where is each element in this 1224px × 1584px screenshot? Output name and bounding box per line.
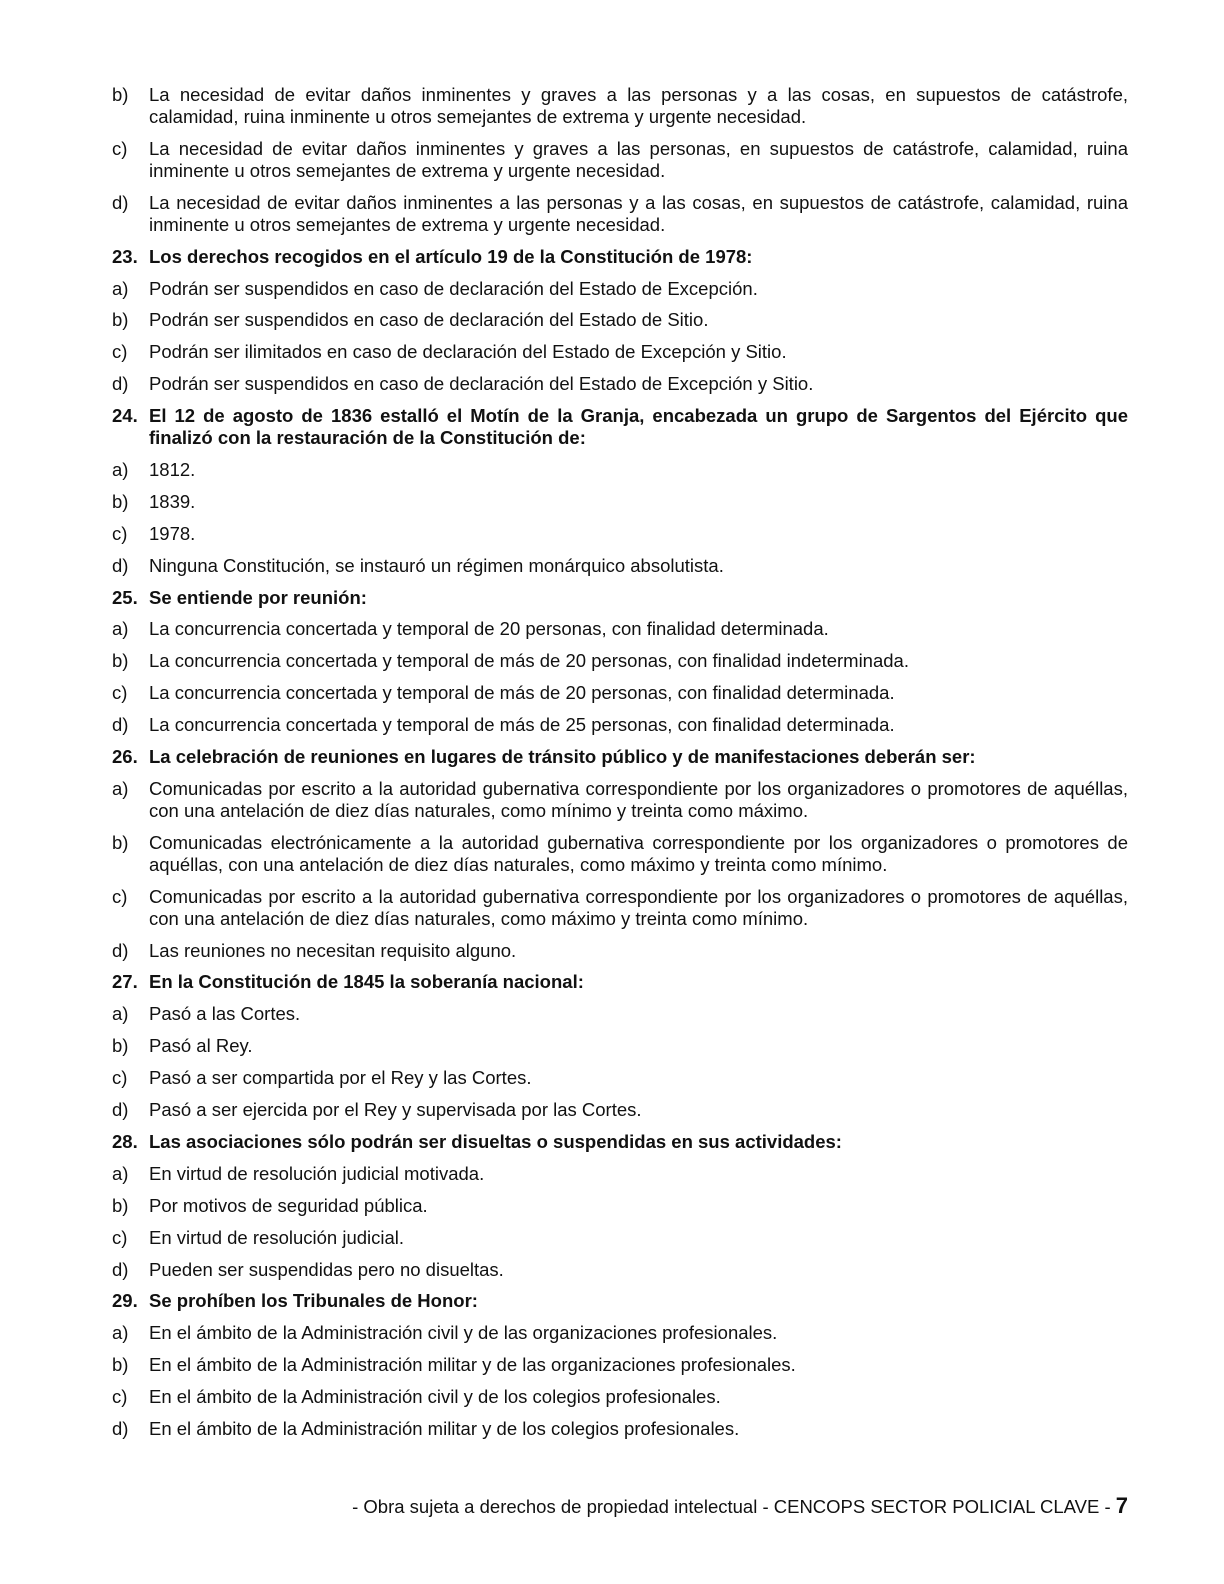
option-letter: c) (112, 341, 128, 363)
question-number: 24. (112, 405, 138, 427)
option-text: Podrán ser suspendidos en caso de declaración del Estado de Excepción y Sitio. (149, 373, 814, 395)
option-text: Pasó a las Cortes. (149, 1003, 301, 1025)
question-text: Las asociaciones sólo podrán ser disueltas o suspendidas en sus actividades: (149, 1130, 842, 1152)
option-text: La concurrencia concertada y temporal de más de 20 personas, con finalidad determinada. (149, 682, 895, 704)
option-letter: c) (112, 522, 128, 544)
option-text: La concurrencia concertada y temporal de más de 20 personas, con finalidad indeterminada. (149, 650, 909, 672)
answer-option (112, 1099, 1128, 1121)
answer-option (112, 1067, 1128, 1089)
option-letter: b) (112, 831, 129, 853)
answer-option (112, 1259, 1128, 1281)
question-number: 29. (112, 1290, 138, 1312)
option-letter: b) (112, 84, 129, 105)
option-text: Ninguna Constitución, se instauró un régimen monárquico absolutista. (149, 554, 724, 576)
option-text: La necesidad de evitar daños inminentes y graves a las personas y a las cosas, en supuestos de catástrofe, calamidad, ruina inminente u otros semejantes de extrema y urgente necesidad. (149, 84, 1128, 127)
option-letter: d) (112, 373, 129, 395)
option-text: Comunicadas por escrito a la autoridad gubernativa correspondiente por los organizadores o promotores de aquéllas, con una antelación de diez días naturales, como mínimo y treinta como máximo. (149, 777, 1128, 821)
footer-text: - Obra sujeta a derechos de propiedad intelectual - CENCOPS SECTOR POLICIAL CLAVE - (352, 1496, 1116, 1517)
option-text: Podrán ser suspendidos en caso de declaración del Estado de Sitio. (149, 309, 709, 331)
option-letter: a) (112, 777, 129, 799)
option-letter: a) (112, 618, 129, 640)
question-item (112, 587, 1128, 609)
option-letter: a) (112, 1322, 129, 1344)
option-letter: d) (112, 939, 129, 961)
option-letter: b) (112, 490, 129, 512)
question-number: 27. (112, 971, 138, 993)
option-letter: d) (112, 1258, 129, 1280)
option-text: En virtud de resolución judicial. (149, 1226, 405, 1248)
question-number: 23. (112, 245, 138, 267)
option-text: Podrán ser suspendidos en caso de declaración del Estado de Excepción. (149, 277, 758, 299)
option-text: Pasó a ser ejercida por el Rey y supervisada por las Cortes. (149, 1099, 642, 1121)
answer-option (112, 682, 1128, 704)
answer-option (112, 523, 1128, 545)
question-text: Se entiende por reunión: (149, 586, 367, 608)
question-text: La celebración de reuniones en lugares de tránsito público y de manifestaciones deberán ser: (149, 746, 976, 768)
answer-option (112, 278, 1128, 300)
option-letter: a) (112, 1003, 129, 1025)
question-text: El 12 de agosto de 1836 estalló el Motín de la Granja, encabezada un grupo de Sargentos del Ejército que finalizó con la restauración de la Constitución de: (149, 405, 1128, 449)
question-item (112, 746, 1128, 768)
answer-option (112, 555, 1128, 577)
answer-option (112, 1163, 1128, 1185)
answer-option (112, 373, 1128, 395)
option-letter: b) (112, 650, 129, 672)
option-letter: a) (112, 277, 129, 299)
option-text: La necesidad de evitar daños inminentes y graves a las personas, en supuestos de catástrofe, calamidad, ruina inminente u otros semejantes de extrema y urgente necesidad. (149, 137, 1128, 181)
question-item (112, 971, 1128, 993)
question-item (112, 1290, 1128, 1312)
answer-option (112, 1386, 1128, 1408)
answer-option (112, 138, 1128, 182)
option-letter: c) (112, 885, 128, 907)
answer-option (112, 940, 1128, 962)
answer-option (112, 459, 1128, 481)
option-text: Pueden ser suspendidas pero no disueltas. (149, 1258, 504, 1280)
option-letter: d) (112, 714, 129, 736)
answer-option (112, 650, 1128, 672)
option-letter: b) (112, 1354, 129, 1376)
option-letter: a) (112, 459, 129, 481)
answer-option (112, 341, 1128, 363)
option-text: Pasó a ser compartida por el Rey y las Cortes. (149, 1067, 532, 1089)
answer-option (112, 778, 1128, 822)
option-letter: b) (112, 1035, 129, 1057)
answer-option (112, 832, 1128, 876)
answer-option (112, 1003, 1128, 1025)
option-text: En el ámbito de la Administración militar y de los colegios profesionales. (149, 1417, 740, 1439)
option-letter: d) (112, 1099, 129, 1121)
option-text: La concurrencia concertada y temporal de más de 25 personas, con finalidad determinada. (149, 714, 895, 736)
option-letter: c) (112, 682, 128, 704)
option-text: Comunicadas por escrito a la autoridad gubernativa correspondiente por los organizadores o promotores de aquéllas, con una antelación de diez días naturales, como máximo y treinta como mínimo. (149, 885, 1128, 929)
option-text: Las reuniones no necesitan requisito alguno. (149, 939, 517, 961)
option-text: En el ámbito de la Administración civil y de las organizaciones profesionales. (149, 1322, 778, 1344)
option-letter: c) (112, 1226, 128, 1248)
answer-option (112, 618, 1128, 640)
option-text: En virtud de resolución judicial motivada. (149, 1162, 485, 1184)
option-letter: c) (112, 137, 128, 159)
answer-option (112, 886, 1128, 930)
question-list (112, 84, 1128, 1450)
answer-option (112, 1322, 1128, 1344)
page-number: 7 (1115, 1493, 1128, 1518)
question-item (112, 246, 1128, 268)
option-letter: d) (112, 191, 129, 213)
option-text: En el ámbito de la Administración militar y de las organizaciones profesionales. (149, 1354, 796, 1376)
answer-option (112, 1195, 1128, 1217)
answer-option (112, 714, 1128, 736)
option-text: Pasó al Rey. (149, 1035, 253, 1057)
option-letter: c) (112, 1386, 128, 1408)
answer-option (112, 309, 1128, 331)
page-footer (352, 1493, 1128, 1520)
option-letter: c) (112, 1067, 128, 1089)
option-text: En el ámbito de la Administración civil y de los colegios profesionales. (149, 1386, 721, 1408)
question-text: En la Constitución de 1845 la soberanía nacional: (149, 971, 584, 993)
answer-option (112, 84, 1128, 128)
option-text: Por motivos de seguridad pública. (149, 1194, 428, 1216)
option-letter: b) (112, 309, 129, 331)
option-letter: a) (112, 1162, 129, 1184)
option-text: Podrán ser ilimitados en caso de declaración del Estado de Excepción y Sitio. (149, 341, 787, 363)
question-number: 28. (112, 1130, 138, 1152)
answer-option (112, 1418, 1128, 1440)
option-text: 1978. (149, 522, 196, 544)
option-text: 1839. (149, 490, 196, 512)
answer-option (112, 1035, 1128, 1057)
question-item (112, 405, 1128, 449)
answer-option (112, 1227, 1128, 1249)
answer-option (112, 192, 1128, 236)
option-text: Comunicadas electrónicamente a la autoridad gubernativa correspondiente por los organizadores o promotores de aquéllas, con una antelación de diez días naturales, como máximo y treinta como mínimo. (149, 831, 1128, 875)
option-letter: b) (112, 1194, 129, 1216)
answer-option (112, 491, 1128, 513)
question-text: Se prohíben los Tribunales de Honor: (149, 1290, 478, 1312)
option-text: 1812. (149, 459, 196, 481)
option-letter: d) (112, 1417, 129, 1439)
question-number: 25. (112, 586, 138, 608)
option-letter: d) (112, 554, 129, 576)
answer-option (112, 1354, 1128, 1376)
option-text: La necesidad de evitar daños inminentes a las personas y a las cosas, en supuestos de catástrofe, calamidad, ruina inminente u otros semejantes de extrema y urgente necesidad. (149, 191, 1128, 235)
question-number: 26. (112, 746, 138, 768)
option-text: La concurrencia concertada y temporal de 20 personas, con finalidad determinada. (149, 618, 829, 640)
question-item (112, 1131, 1128, 1153)
question-text: Los derechos recogidos en el artículo 19 de la Constitución de 1978: (149, 245, 753, 267)
